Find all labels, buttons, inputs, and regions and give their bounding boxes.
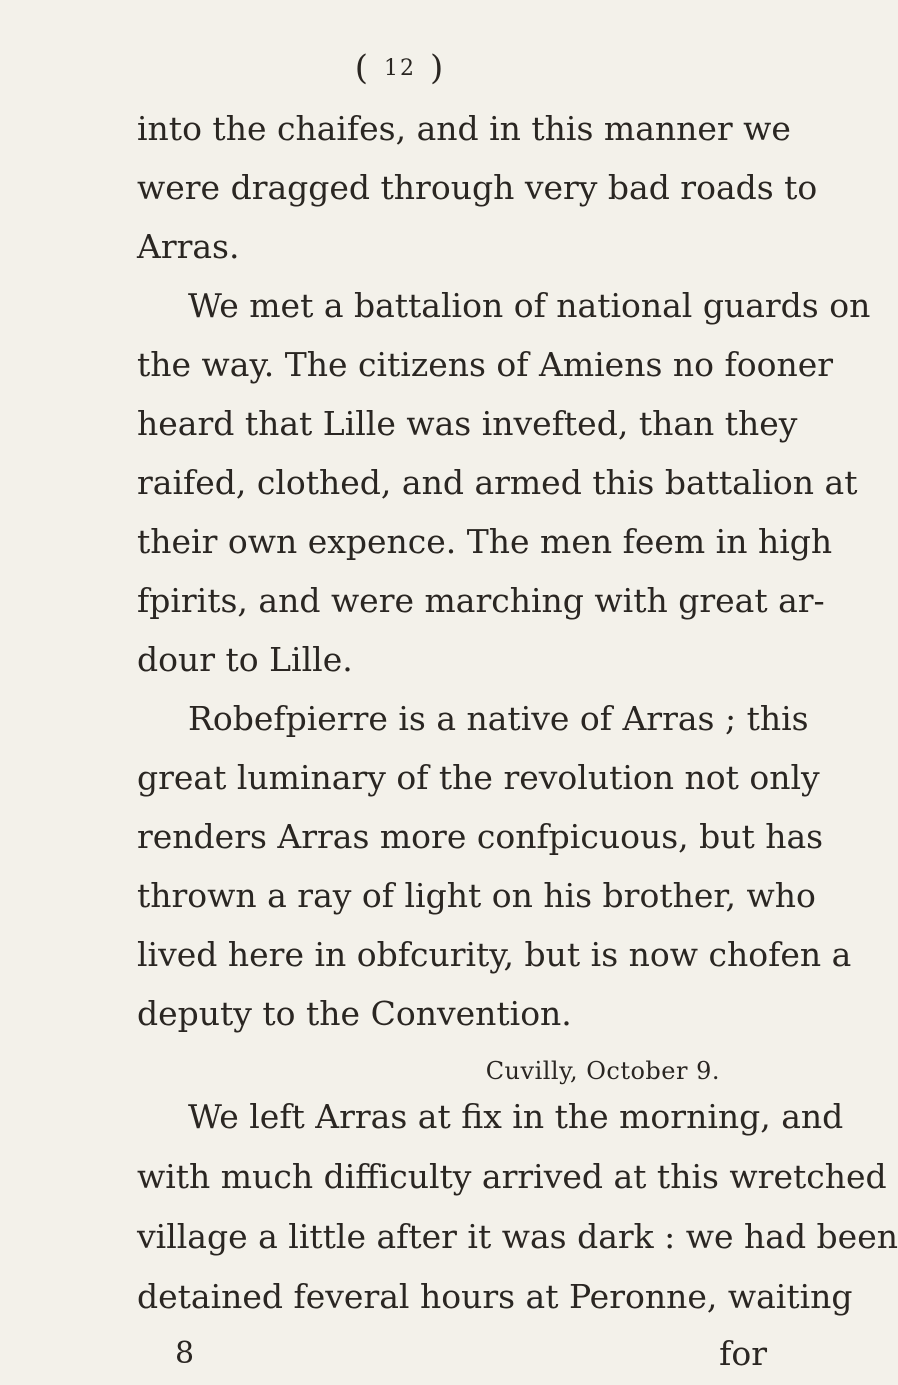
text-line: Robefpierre is a native of Arras ; this — [188, 699, 809, 738]
text-line: thrown a ray of light on his brother, who — [137, 876, 816, 915]
text-line: great luminary of the revolution not only — [137, 758, 820, 797]
text-line: village a little after it was dark : we had been — [137, 1217, 898, 1256]
header-open-paren: ( — [354, 48, 370, 88]
text-line: were dragged through very bad roads to — [137, 168, 818, 207]
text-line: Arras. — [137, 227, 240, 266]
dateline: Cuvilly, October 9. — [485, 1057, 720, 1085]
page-number: 12 — [384, 56, 416, 81]
text-line: the way. The citizens of Amiens no fooner — [137, 345, 833, 384]
text-line: dour to Lille. — [137, 640, 353, 679]
text-line: We left Arras at fix in the morning, and — [188, 1097, 844, 1136]
page-header — [0, 48, 800, 88]
text-line: their own expence. The men feem in high — [137, 522, 833, 561]
text-line: heard that Lille was invefted, than they — [137, 404, 798, 443]
text-line: We met a battalion of national guards on — [188, 286, 871, 325]
text-line: deputy to the Convention. — [137, 994, 572, 1033]
text-line: fpirits, and were marching with great ar- — [137, 581, 825, 620]
catchword: for — [719, 1334, 767, 1373]
header-close-paren: ) — [430, 48, 446, 88]
text-line: into the chaifes, and in this manner we — [137, 109, 791, 148]
signature-mark: 8 — [175, 1336, 195, 1371]
text-line: renders Arras more confpicuous, but has — [137, 817, 824, 856]
text-line: with much difficulty arrived at this wretched — [137, 1157, 887, 1196]
text-line: detained feveral hours at Peronne, waiting — [137, 1277, 853, 1316]
text-line: raifed, clothed, and armed this battalion at — [137, 463, 858, 502]
text-line: lived here in obfcurity, but is now chofen a — [137, 935, 852, 974]
